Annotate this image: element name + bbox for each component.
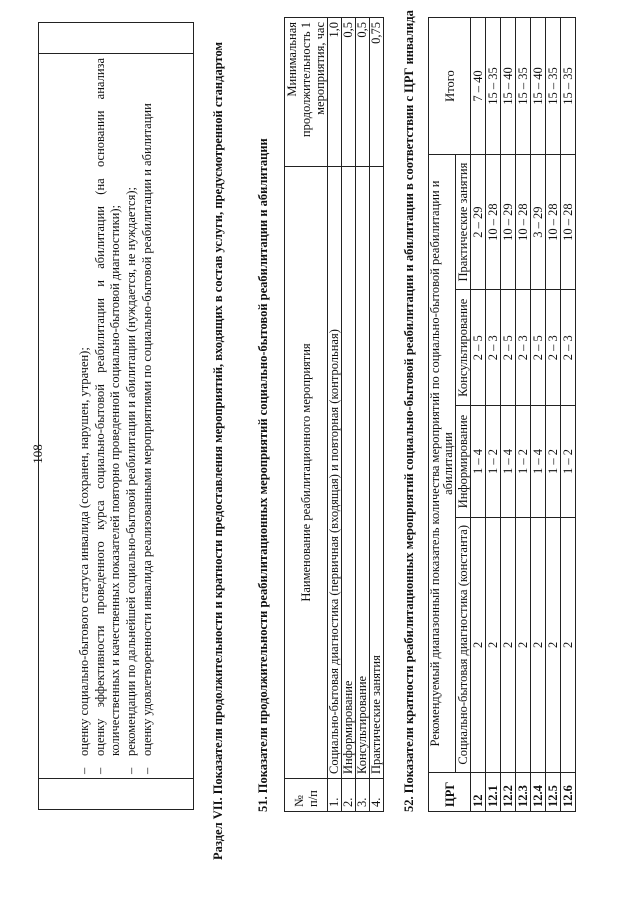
row-value: 1,0 <box>328 18 342 167</box>
table-row <box>501 18 516 812</box>
intro-table-right-cell <box>39 23 194 54</box>
table-row <box>486 18 501 812</box>
row-value: 0,5 <box>342 18 356 167</box>
row-diag: 2 <box>471 517 486 772</box>
header-crg: ЦРГ <box>429 773 471 812</box>
row-practice: 2 – 29 <box>471 155 486 290</box>
row-diag: 2 <box>546 517 561 772</box>
row-consult: 2 – 3 <box>516 290 531 406</box>
bullet-dash: – <box>92 767 107 774</box>
row-total: 15 – 35 <box>516 18 531 155</box>
row-num: 3. <box>356 779 370 812</box>
row-consult: 2 – 3 <box>561 290 576 406</box>
row-name: Информирование <box>342 167 356 779</box>
row-practice: 10 – 28 <box>486 155 501 290</box>
header-consult: Консультирование <box>456 290 471 406</box>
row-num: 2. <box>342 779 356 812</box>
row-practice: 10 – 29 <box>501 155 516 290</box>
row-consult: 2 – 5 <box>471 290 486 406</box>
table-row <box>516 18 531 812</box>
row-total: 15 – 35 <box>561 18 576 155</box>
section7-title: Раздел VII. Показатели продолжительности и кратности предоставления мероприятий, входящих в состав услуги, предусмотренной стандартом <box>211 42 225 860</box>
row-crg: 12.1 <box>486 773 501 812</box>
list-item <box>124 58 139 774</box>
row-name: Социально-бытовая диагностика (первичная (входящая) и повторная (контрольная) <box>328 167 342 779</box>
row-crg: 12.6 <box>561 773 576 812</box>
row-info: 1 – 4 <box>531 406 546 517</box>
list-item <box>77 58 92 774</box>
row-num: 4. <box>370 779 384 812</box>
row-diag: 2 <box>561 517 576 772</box>
table-row <box>328 18 342 812</box>
intro-table <box>38 22 194 810</box>
intro-table-content-cell <box>39 54 194 779</box>
row-info: 1 – 2 <box>486 406 501 517</box>
table-header-row <box>285 18 328 812</box>
row-value: 0,75 <box>370 18 384 167</box>
frequency-table <box>428 17 576 812</box>
row-practice: 10 – 28 <box>546 155 561 290</box>
row-num: 1. <box>328 779 342 812</box>
row-consult: 2 – 3 <box>486 290 501 406</box>
row-info: 1 – 4 <box>471 406 486 517</box>
list-item-text: оценку удовлетворенности инвалида реализованными мероприятиями по социально-бытовой реабилитации и абилитации <box>139 103 154 756</box>
table-row <box>356 18 370 812</box>
header-total: Итого <box>429 18 471 155</box>
header-duration: Минимальная продолжительность 1 мероприятия, час <box>285 18 328 167</box>
table-row <box>561 18 576 812</box>
table-row <box>471 18 486 812</box>
row-practice: 10 – 28 <box>516 155 531 290</box>
row-info: 1 – 2 <box>561 406 576 517</box>
intro-table-left-cell <box>39 779 194 810</box>
row-practice: 10 – 28 <box>561 155 576 290</box>
row-info: 1 – 4 <box>501 406 516 517</box>
bullet-dash: – <box>139 767 154 774</box>
table-row <box>546 18 561 812</box>
row-name: Практические занятия <box>370 167 384 779</box>
row-total: 7 – 40 <box>471 18 486 155</box>
row-consult: 2 – 5 <box>501 290 516 406</box>
header-diag: Социально-бытовая диагностика (константа) <box>456 517 471 772</box>
header-info: Информирование <box>456 406 471 517</box>
row-total: 15 – 35 <box>546 18 561 155</box>
header-practice: Практические занятия <box>456 155 471 290</box>
section51-title: 51. Показатели продолжительности реабилитационных мероприятий социально-бытовой реабилитации и абилитации <box>256 138 270 812</box>
page-number: 108 <box>30 444 45 464</box>
row-total: 15 – 40 <box>501 18 516 155</box>
list-item-text: оценку социально-бытового статуса инвалида (сохранен, нарушен, утрачен); <box>76 347 91 756</box>
row-crg: 12.3 <box>516 773 531 812</box>
row-total: 15 – 35 <box>486 18 501 155</box>
row-practice: 3 – 29 <box>531 155 546 290</box>
row-diag: 2 <box>486 517 501 772</box>
table-row <box>370 18 384 812</box>
row-crg: 12.4 <box>531 773 546 812</box>
duration-table <box>284 17 384 812</box>
header-name: Наименование реабилитационного мероприятия <box>285 167 328 779</box>
list-item <box>93 58 123 774</box>
row-name: Консультирование <box>356 167 370 779</box>
header-group: Рекомендуемый диапазонный показатель количества мероприятий по социально-бытовой реабилитации и абилитации <box>429 155 456 773</box>
section52-title: 52. Показатели кратности реабилитационных мероприятий социально-бытовой реабилитации и абилитации в соответствии с ЦРГ инвалида <box>402 10 416 812</box>
header-num: № п/п <box>285 779 328 812</box>
row-info: 1 – 2 <box>516 406 531 517</box>
list-item <box>140 58 155 774</box>
row-consult: 2 – 3 <box>546 290 561 406</box>
row-diag: 2 <box>531 517 546 772</box>
bullet-dash: – <box>123 767 138 774</box>
row-value: 0,5 <box>356 18 370 167</box>
list-item-text: рекомендации по дальнейшей социально-бытовой реабилитации и абилитации (нуждается, не нуждается); <box>123 187 138 756</box>
bullet-dash: – <box>76 767 91 774</box>
row-info: 1 – 2 <box>546 406 561 517</box>
row-total: 15 – 40 <box>531 18 546 155</box>
row-crg: 12.2 <box>501 773 516 812</box>
list-item-text: оценку эффективности проведенного курса социально-бытовой реабилитации и абилитации (на основании анализа количественных и качественных показателей повторно проведенной социально-бытовой диагностики); <box>92 58 122 756</box>
table-row <box>342 18 356 812</box>
row-diag: 2 <box>501 517 516 772</box>
row-diag: 2 <box>516 517 531 772</box>
row-consult: 2 – 5 <box>531 290 546 406</box>
table-row <box>531 18 546 812</box>
table-header-row <box>429 18 456 812</box>
row-crg: 12.5 <box>546 773 561 812</box>
row-crg: 12 <box>471 773 486 812</box>
